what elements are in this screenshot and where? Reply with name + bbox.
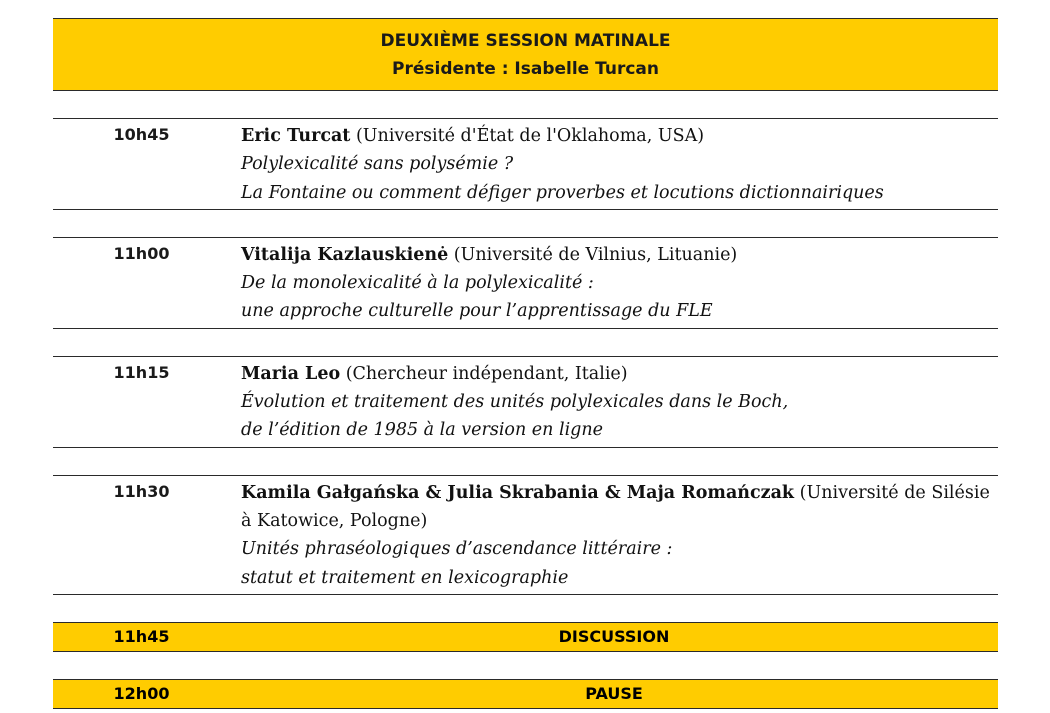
- pause-row: [53, 679, 998, 709]
- talk-time: 11h00: [113, 243, 170, 263]
- session-header: [53, 18, 998, 91]
- talk-content: [230, 476, 998, 594]
- speaker-name: Kamila Gałgańska & Julia Skrabania & Maja Romańczak: [241, 482, 795, 503]
- discussion-row: [53, 622, 998, 652]
- talk-row: [53, 356, 998, 448]
- talk-title-line: La Fontaine ou comment défiger proverbes et locutions dictionnairiques: [241, 182, 884, 203]
- talk-time: 11h15: [113, 362, 170, 382]
- talk-content: [230, 119, 998, 209]
- speaker-affiliation: (Chercheur indépendant, Italie): [340, 363, 628, 384]
- break-time: 11h45: [113, 627, 170, 647]
- talk-title-line: Évolution et traitement des unités polylexicales dans le Boch,: [241, 392, 789, 413]
- talk-row: [53, 475, 998, 595]
- program-document: [53, 18, 998, 709]
- talk-row: [53, 237, 998, 329]
- talk-title-line: une approche culturelle pour l’apprentissage du FLE: [241, 301, 713, 322]
- talk-row: [53, 118, 998, 210]
- speaker-affiliation: (Université de Vilnius, Lituanie): [448, 244, 738, 265]
- session-title: DEUXIÈME SESSION MATINALE: [380, 30, 671, 51]
- talk-time: 10h45: [113, 125, 170, 144]
- speaker-affiliation: (Université de Silésie à Katowice, Pologne): [241, 482, 990, 531]
- talk-time: 11h30: [113, 481, 170, 501]
- talk-title-line: statut et traitement en lexicographie: [241, 567, 569, 588]
- talk-title-line: De la monolexicalité à la polylexicalité :: [241, 273, 594, 294]
- break-label: PAUSE: [585, 684, 643, 704]
- speaker-affiliation: (Université d'État de l'Oklahoma, USA): [350, 126, 705, 146]
- talk-content: [230, 357, 998, 447]
- break-label: DISCUSSION: [558, 627, 670, 647]
- talk-title-line: Polylexicalité sans polysémie ?: [241, 154, 514, 175]
- talk-content: [230, 238, 998, 328]
- session-chair: Présidente : Isabelle Turcan: [392, 58, 659, 79]
- speaker-name: Maria Leo: [241, 363, 341, 384]
- speaker-name: Vitalija Kazlauskienė: [241, 244, 449, 265]
- break-time: 12h00: [113, 684, 170, 704]
- speaker-name: Eric Turcat: [241, 126, 351, 146]
- talk-title-line: Unités phraséologiques d’ascendance littéraire :: [241, 539, 673, 560]
- talk-title-line: de l’édition de 1985 à la version en ligne: [241, 420, 604, 441]
